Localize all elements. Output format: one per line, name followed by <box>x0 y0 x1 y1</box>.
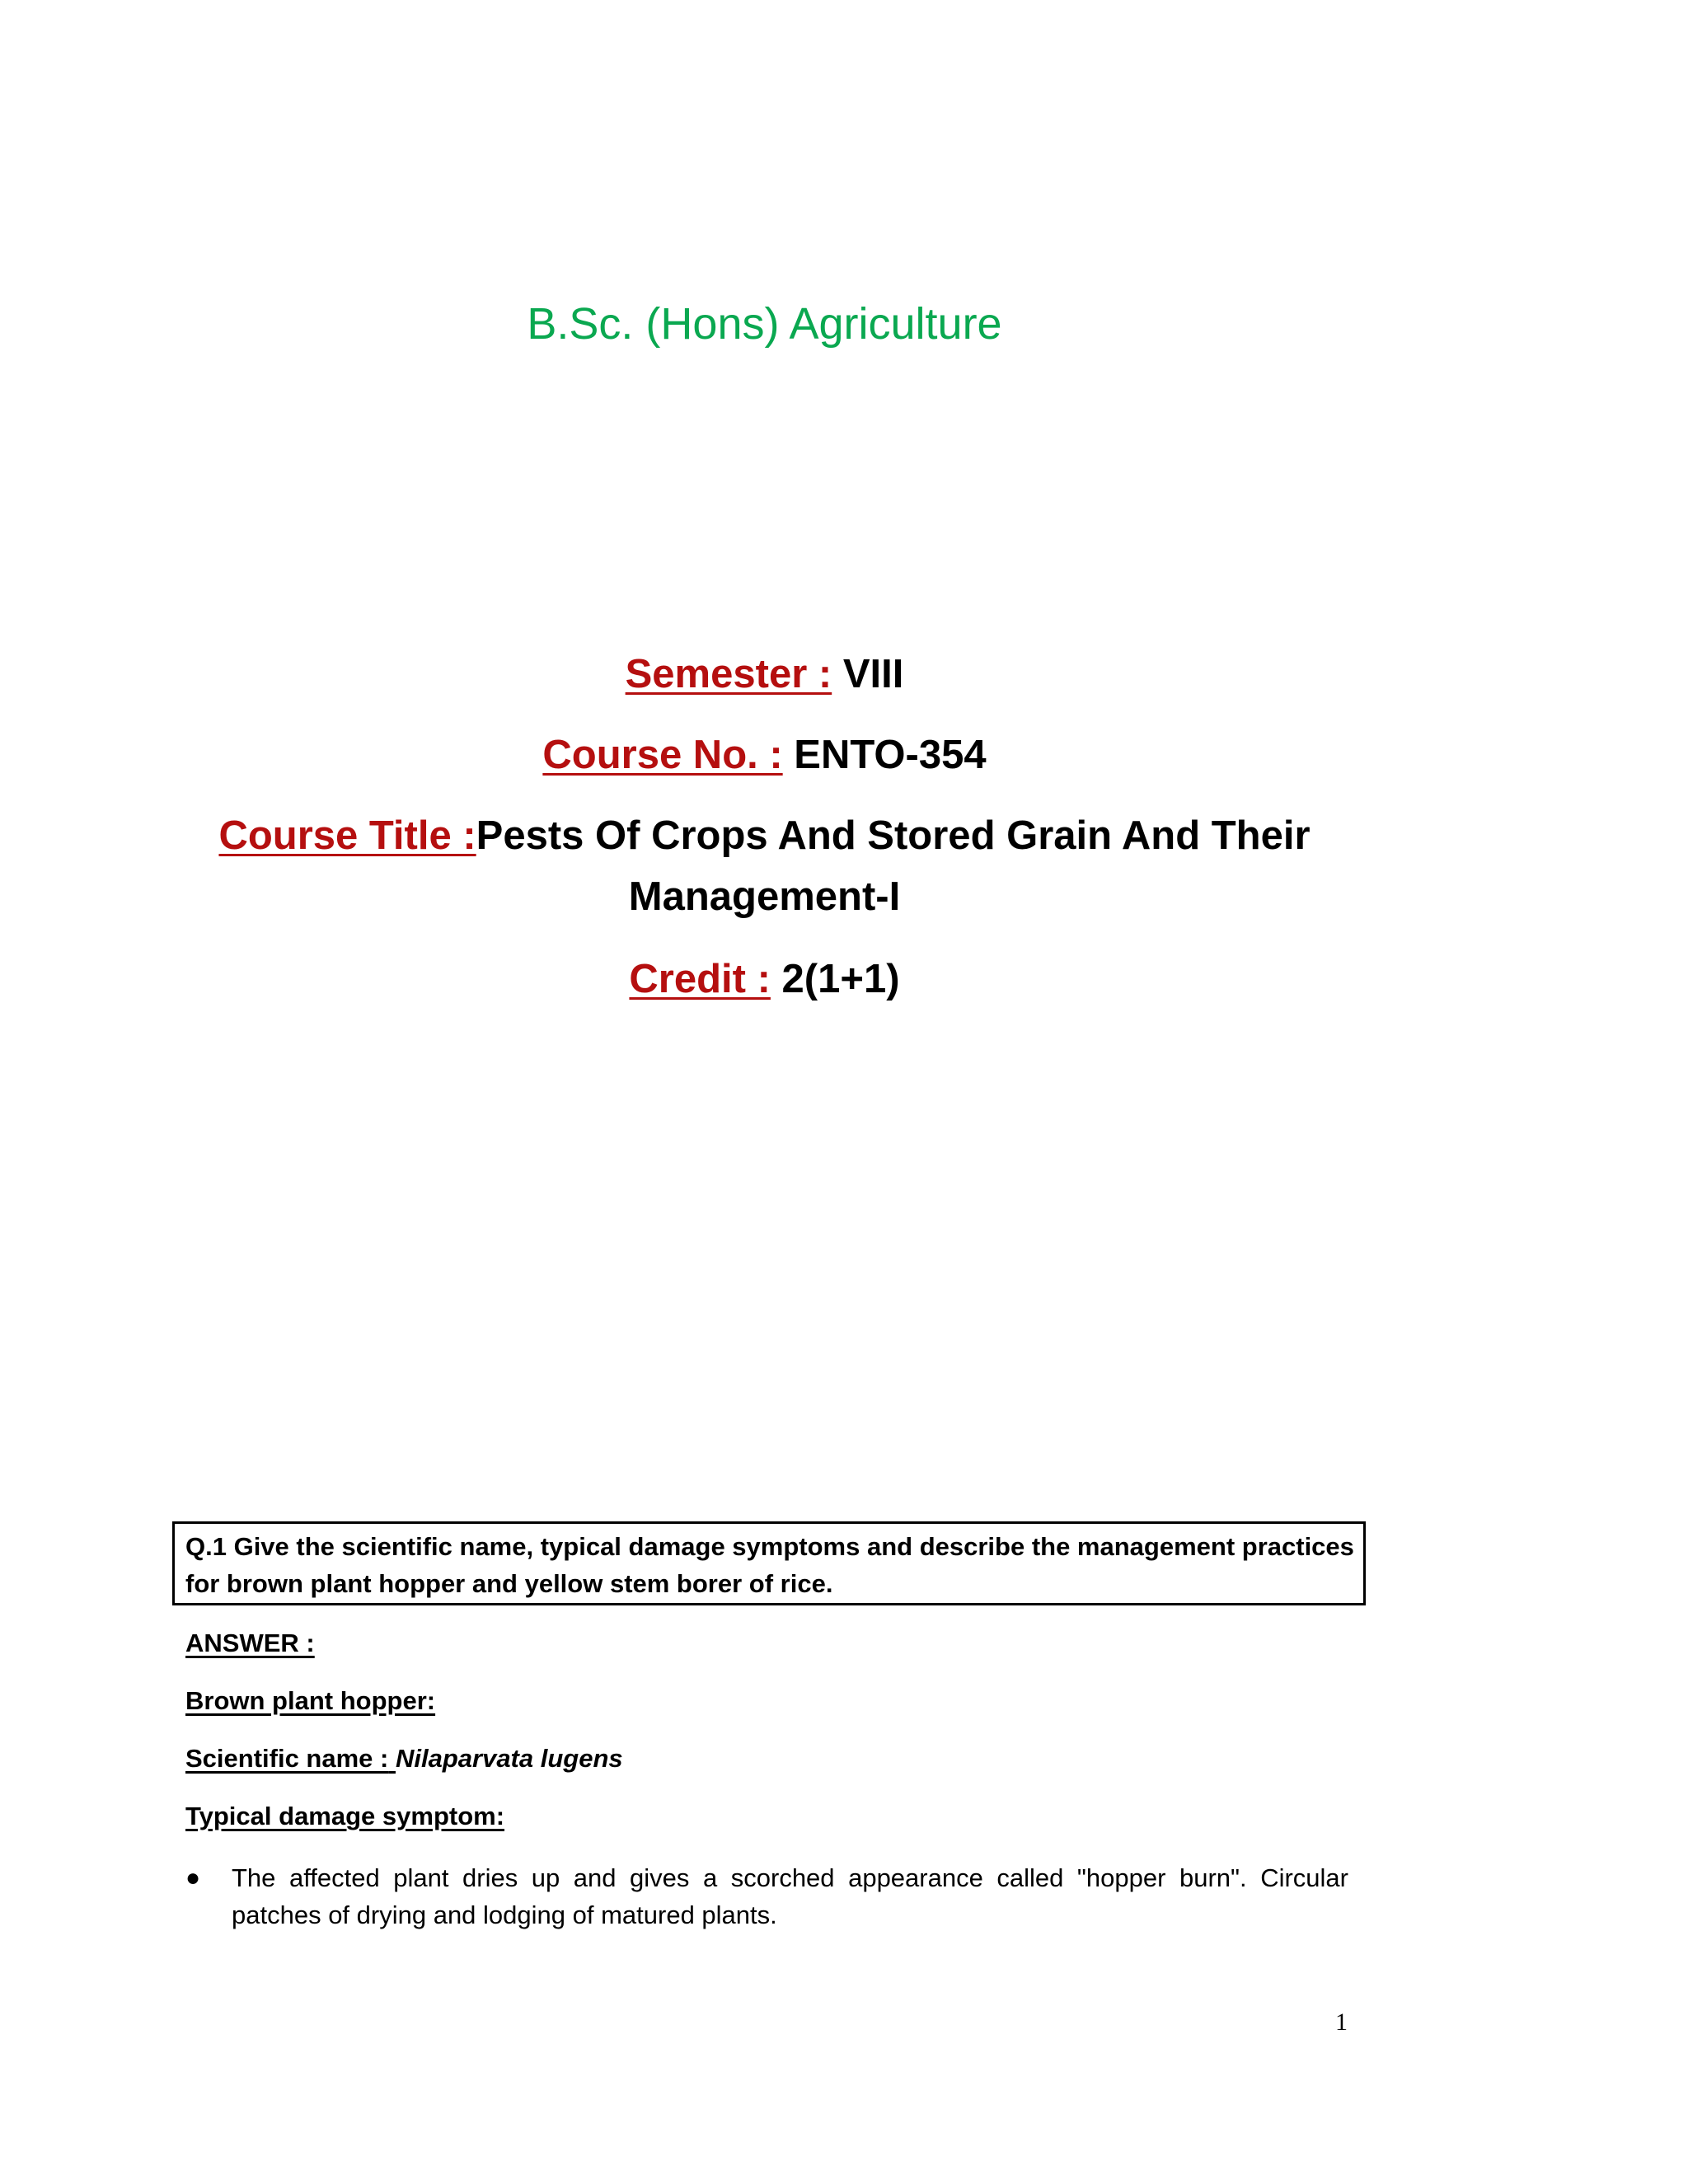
bullet-icon: ● <box>185 1864 201 1891</box>
answer-heading: ANSWER : <box>185 1629 315 1657</box>
bullet-text: The affected plant dries up and gives a scorched appearance called "hopper burn". Circular patches of drying and lodging of matured plants. <box>232 1863 1348 1929</box>
page-number: 1 <box>1335 2008 1348 2036</box>
semester-value: VIII <box>842 652 904 696</box>
damage-symptom-heading: Typical damage symptom: <box>185 1802 505 1830</box>
course-no-value: ENTO-354 <box>794 733 987 777</box>
pest-name-heading: Brown plant hopper: <box>185 1686 436 1715</box>
credit-line <box>0 956 1529 1002</box>
course-title-value-cont: Management-I <box>628 874 901 919</box>
course-no-line <box>0 732 1529 778</box>
scientific-name-line <box>185 1744 623 1774</box>
semester-line <box>0 651 1529 697</box>
course-title-line-2 <box>0 874 1529 920</box>
credit-label: Credit : <box>629 957 771 1001</box>
program-title: B.Sc. (Hons) Agriculture <box>527 299 1002 349</box>
credit-value: 2(1+1) <box>781 957 900 1001</box>
semester-label: Semester : <box>625 652 832 696</box>
course-no-label: Course No. : <box>542 733 783 777</box>
scientific-name-label: Scientific name : <box>185 1744 389 1773</box>
course-title-label: Course Title : <box>218 813 476 858</box>
course-title-line <box>0 813 1529 859</box>
course-title-value: Pests Of Crops And Stored Grain And Their <box>476 813 1311 858</box>
question-text: Q.1 Give the scientific name, typical damage symptoms and describe the management practices for brown plant hopper and yellow stem borer of rice. <box>185 1532 1354 1598</box>
scientific-name-value: Nilaparvata lugens <box>395 1744 623 1773</box>
